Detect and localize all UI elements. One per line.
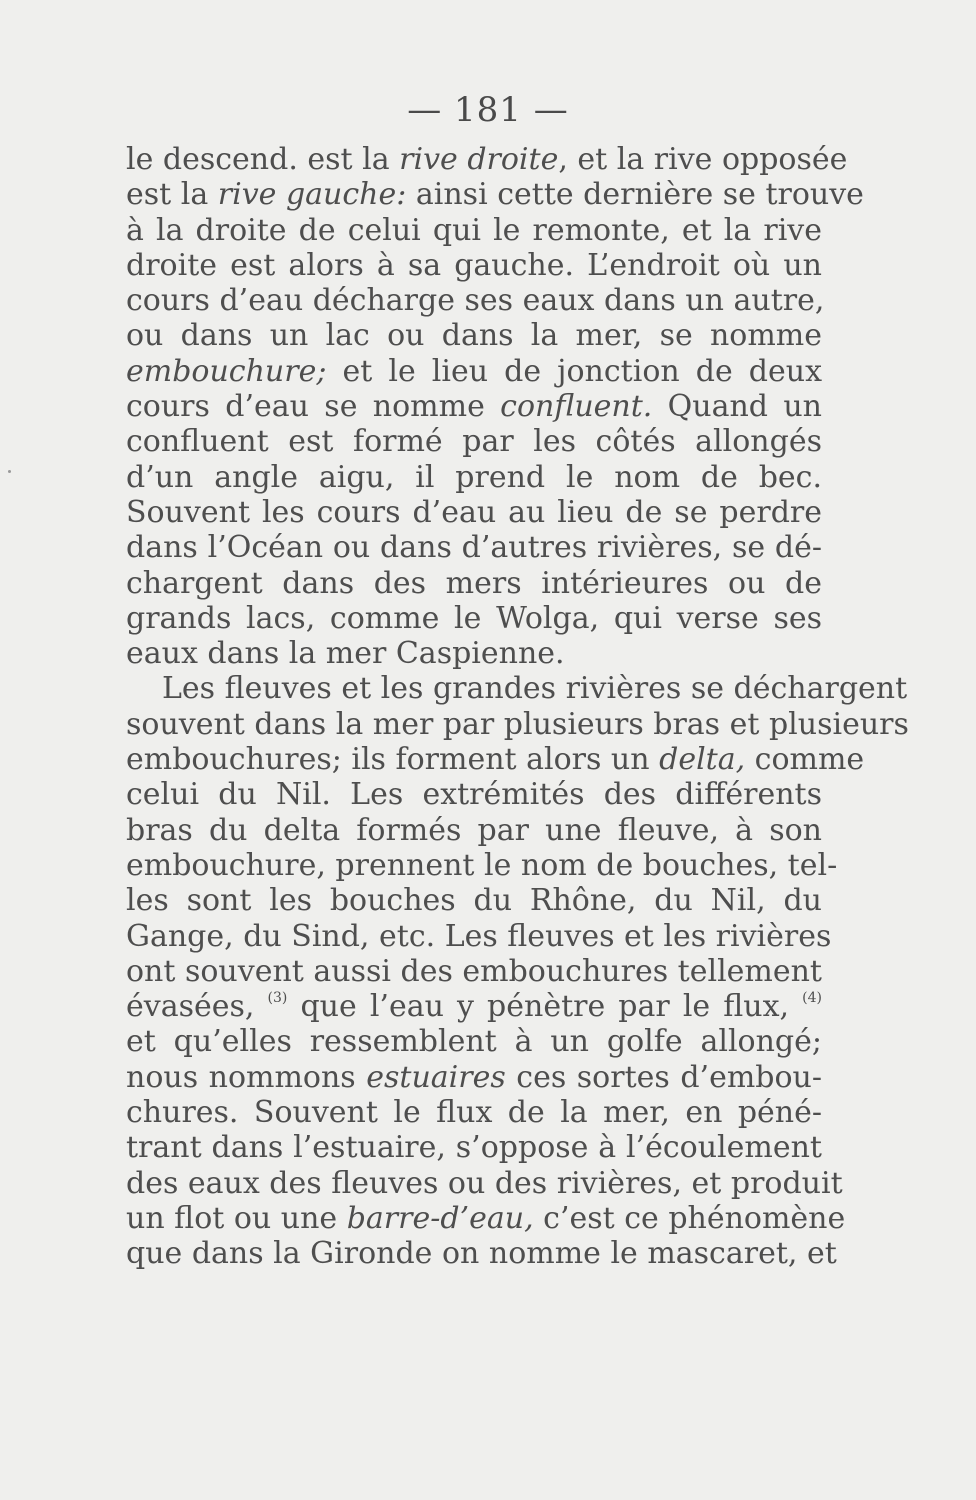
- text-line: chures. Souvent le flux de la mer, en péné-: [126, 1095, 822, 1131]
- text-line: cours d’eau décharge ses eaux dans un autre,: [126, 283, 825, 319]
- text-line: des eaux des fleuves ou des rivières, et produit: [126, 1165, 843, 1201]
- body-text: [126, 142, 909, 1272]
- text-line: que dans la Gironde on nomme le mascaret, et: [126, 1236, 837, 1272]
- text-line: à la droite de celui qui le remonte, et la rive: [126, 212, 822, 248]
- text-line: Gange, du Sind, etc. Les fleuves et les rivières: [126, 918, 832, 954]
- text-line: cours d’eau se nomme confluent. Quand un: [126, 389, 822, 425]
- text-line: et qu’elles ressemblent à un golfe allongé;: [126, 1024, 822, 1060]
- text-line: nous nommons estuaires ces sortes d’embou-: [126, 1059, 822, 1095]
- text-line: chargent dans des mers intérieures ou de: [126, 565, 822, 601]
- text-line: ou dans un lac ou dans la mer, se nomme: [126, 318, 822, 354]
- text-line: bras du delta formés par une fleuve, à son: [126, 812, 822, 848]
- text-line: embouchures; ils forment alors un delta, comme: [126, 742, 865, 778]
- text-line: Souvent les cours d’eau au lieu de se perdre: [126, 494, 822, 530]
- text-line: souvent dans la mer par plusieurs bras et plusieurs: [126, 706, 909, 742]
- text-line: trant dans l’estuaire, s’oppose à l’écoulement: [126, 1130, 822, 1166]
- paper-speck: [8, 470, 11, 473]
- text-line: un flot ou une barre-d’eau, c’est ce phénomène: [126, 1200, 846, 1236]
- text-line: droite est alors à sa gauche. L’endroit où un: [126, 247, 822, 283]
- text-line: les sont les bouches du Rhône, du Nil, du: [126, 883, 822, 919]
- text-line: d’un angle aigu, il prend le nom de bec.: [126, 459, 822, 495]
- text-line: grands lacs, comme le Wolga, qui verse ses: [126, 600, 822, 636]
- page-number: — 181 —: [407, 90, 569, 130]
- text-line: Les fleuves et les grandes rivières se déchargent: [162, 671, 908, 707]
- text-line: évasées, $^{(3)}$ que l’eau y pénètre par le flux, $^{(4)}$: [126, 989, 822, 1025]
- text-line: est la rive gauche: ainsi cette dernière se trouve: [126, 177, 864, 213]
- text-line: eaux dans la mer Caspienne.: [126, 636, 565, 672]
- text-line: le descend. est la rive droite, et la rive opposée: [126, 142, 848, 177]
- text-line: embouchure; et le lieu de jonction de deux: [126, 353, 822, 389]
- text-line: dans l’Océan ou dans d’autres rivières, se dé-: [126, 530, 822, 566]
- text-line: confluent est formé par les côtés allongés: [126, 424, 822, 460]
- text-line: celui du Nil. Les extrémités des différents: [126, 777, 822, 813]
- text-line: ont souvent aussi des embouchures tellement: [126, 953, 822, 989]
- text-line: embouchure, prennent le nom de bouches, tel-: [126, 847, 838, 883]
